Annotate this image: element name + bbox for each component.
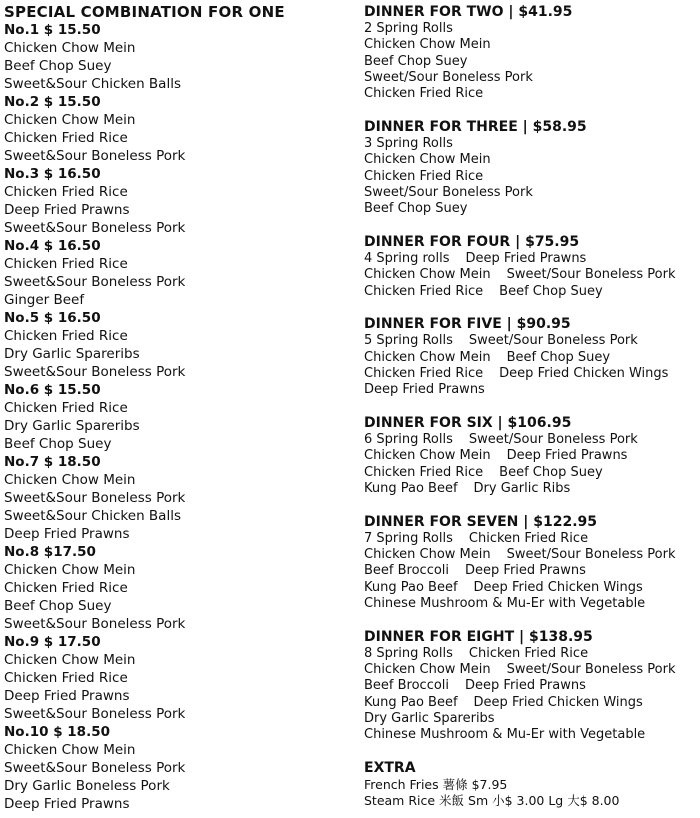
combo-block bbox=[4, 93, 349, 165]
combo-item: Deep Fried Prawns bbox=[4, 796, 130, 812]
combo-title: No.8 $17.50 bbox=[4, 544, 96, 560]
dinner-item: 3 Spring Rolls bbox=[364, 135, 453, 151]
dinner-item: Chicken Chow Mein bbox=[364, 37, 491, 53]
dinner-item: Chicken Fried Rice bbox=[364, 168, 484, 184]
dinner-line bbox=[364, 37, 698, 53]
dinner-title: DINNER FOR SEVEN | $122.95 bbox=[364, 513, 597, 530]
dinner-line bbox=[364, 366, 698, 382]
combo-block bbox=[4, 237, 349, 309]
dinner-line bbox=[364, 727, 698, 743]
dinner-item: Deep Fried Chicken Wings bbox=[499, 365, 669, 381]
dinner-item: Beef Broccoli bbox=[364, 678, 450, 694]
dinner-item: Deep Fried Prawns bbox=[465, 678, 586, 694]
dinner-item: Beef Broccoli bbox=[364, 563, 450, 579]
dinner-line bbox=[364, 86, 698, 102]
dinner-item: 7 Spring Rolls bbox=[364, 530, 453, 546]
dinner-block bbox=[364, 628, 698, 744]
combo-item: Chicken Fried Rice bbox=[4, 184, 128, 200]
extra-item: Steam Rice 米飯 Sm 小$ 3.00 Lg 大$ 8.00 bbox=[364, 793, 620, 809]
combo-title: No.4 $ 16.50 bbox=[4, 238, 101, 254]
dinner-item: Kung Pao Beef bbox=[364, 480, 458, 496]
dinner-item: Deep Fried Prawns bbox=[364, 382, 485, 398]
combo-block bbox=[4, 453, 349, 543]
combo-item: Dry Garlic Boneless Pork bbox=[4, 778, 170, 794]
extra-item: French Fries 薯條 $7.95 bbox=[364, 777, 508, 792]
combo-item: Sweet&Sour Boneless Pork bbox=[4, 616, 186, 632]
combo-item: Deep Fried Prawns bbox=[4, 688, 130, 704]
combo-item: Ginger Beef bbox=[4, 292, 85, 308]
combo-title: No.3 $ 16.50 bbox=[4, 166, 101, 182]
dinner-item: Beef Chop Suey bbox=[499, 464, 603, 480]
dinner-item: Sweet/Sour Boneless Pork bbox=[364, 69, 533, 85]
dinner-block bbox=[364, 233, 698, 300]
combo-block bbox=[4, 309, 349, 381]
dinner-line bbox=[364, 646, 698, 662]
combo-item: Chicken Chow Mein bbox=[4, 652, 136, 668]
combo-item: Beef Chop Suey bbox=[4, 58, 112, 74]
dinner-item: 4 Spring rolls bbox=[364, 250, 450, 266]
dinner-item: 8 Spring Rolls bbox=[364, 645, 453, 661]
combo-item: Chicken Chow Mein bbox=[4, 742, 136, 758]
combo-item: Sweet&Sour Boneless Pork bbox=[4, 706, 186, 722]
combo-item: Chicken Fried Rice bbox=[4, 580, 128, 596]
combo-item: Sweet&Sour Boneless Pork bbox=[4, 220, 186, 236]
dinner-title: DINNER FOR FIVE | $90.95 bbox=[364, 316, 571, 333]
dinner-line bbox=[364, 662, 698, 678]
dinner-item: Chicken Fried Rice bbox=[364, 365, 484, 381]
dinner-item: Sweet/Sour Boneless Pork bbox=[506, 547, 676, 563]
dinner-item: Chicken Fried Rice bbox=[468, 530, 589, 546]
combo-item: Dry Garlic Spareribs bbox=[4, 418, 140, 434]
dinner-item: Chicken Chow Mein bbox=[364, 349, 491, 365]
dinner-line bbox=[364, 596, 698, 612]
combo-block bbox=[4, 723, 349, 813]
combo-block bbox=[4, 165, 349, 237]
dinner-line bbox=[364, 54, 698, 70]
combo-title: No.6 $ 15.50 bbox=[4, 382, 101, 398]
dinner-line bbox=[364, 251, 698, 267]
combo-item: Sweet&Sour Boneless Pork bbox=[4, 274, 186, 290]
combo-item: Chicken Fried Rice bbox=[4, 256, 128, 272]
combo-item: Chicken Fried Rice bbox=[4, 130, 128, 146]
combo-block bbox=[4, 543, 349, 633]
combo-block bbox=[4, 381, 349, 453]
dinner-line bbox=[364, 350, 698, 366]
combo-title: No.2 $ 15.50 bbox=[4, 94, 101, 110]
dinner-line bbox=[364, 531, 698, 547]
dinner-list bbox=[364, 3, 698, 744]
combo-item: Sweet&Sour Boneless Pork bbox=[4, 148, 186, 164]
dinner-line bbox=[364, 185, 698, 201]
dinner-title: DINNER FOR EIGHT | $138.95 bbox=[364, 628, 593, 645]
combo-item: Chicken Chow Mein bbox=[4, 40, 136, 56]
dinner-line bbox=[364, 580, 698, 596]
dinner-item: Chicken Chow Mein bbox=[364, 152, 491, 168]
combo-item: Deep Fried Prawns bbox=[4, 202, 130, 218]
combo-item: Beef Chop Suey bbox=[4, 436, 112, 452]
dinner-line bbox=[364, 563, 698, 579]
combo-title: No.1 $ 15.50 bbox=[4, 22, 101, 38]
combo-block bbox=[4, 21, 349, 93]
dinner-item: Dry Garlic Spareribs bbox=[364, 710, 495, 726]
dinner-line bbox=[364, 152, 698, 168]
dinner-item: Chinese Mushroom & Mu-Er with Vegetable bbox=[364, 727, 646, 743]
dinner-line bbox=[364, 21, 698, 37]
dinner-item: Chicken Fried Rice bbox=[364, 464, 484, 480]
dinner-line bbox=[364, 382, 698, 398]
dinner-item: 2 Spring Rolls bbox=[364, 21, 453, 36]
combo-item: Chicken Chow Mein bbox=[4, 472, 136, 488]
combination-title: SPECIAL COMBINATION FOR ONE bbox=[4, 3, 285, 21]
dinner-item: Kung Pao Beef bbox=[364, 579, 458, 595]
dinner-line bbox=[364, 201, 698, 217]
extra-section bbox=[364, 759, 698, 810]
dinner-item: Deep Fried Prawns bbox=[465, 250, 587, 266]
dinner-item: Sweet/Sour Boneless Pork bbox=[364, 184, 533, 200]
dinner-line bbox=[364, 333, 698, 349]
dinner-line bbox=[364, 481, 698, 497]
dinner-line bbox=[364, 169, 698, 185]
dinner-item: Deep Fried Chicken Wings bbox=[473, 694, 643, 710]
dinner-item: Sweet/Sour Boneless Pork bbox=[506, 267, 676, 283]
combo-item: Sweet&Sour Chicken Balls bbox=[4, 508, 181, 524]
combo-title: No.10 $ 18.50 bbox=[4, 724, 110, 740]
dinner-title: DINNER FOR FOUR | $75.95 bbox=[364, 233, 580, 250]
dinner-item: Chinese Mushroom & Mu-Er with Vegetable bbox=[364, 595, 646, 611]
dinner-column bbox=[364, 3, 698, 810]
dinner-line bbox=[364, 711, 698, 727]
dinner-item: Chicken Chow Mein bbox=[364, 448, 491, 464]
dinner-title: DINNER FOR TWO | $41.95 bbox=[364, 4, 573, 20]
dinner-title: DINNER FOR THREE | $58.95 bbox=[364, 118, 587, 135]
dinner-line bbox=[364, 267, 698, 283]
dinner-item: Sweet/Sour Boneless Pork bbox=[468, 432, 638, 448]
dinner-block bbox=[364, 315, 698, 398]
dinner-item: Kung Pao Beef bbox=[364, 694, 458, 710]
combo-item: Chicken Fried Rice bbox=[4, 670, 128, 686]
combo-title: No.5 $ 16.50 bbox=[4, 310, 101, 326]
dinner-item: Chicken Fried Rice bbox=[468, 645, 589, 661]
dinner-line bbox=[364, 70, 698, 86]
dinner-item: Chicken Fried Rice bbox=[364, 86, 484, 102]
combo-item: Chicken Chow Mein bbox=[4, 562, 136, 578]
dinner-item: Dry Garlic Ribs bbox=[473, 480, 571, 496]
dinner-item: 6 Spring Rolls bbox=[364, 432, 453, 448]
combo-item: Dry Garlic Spareribs bbox=[4, 346, 140, 362]
dinner-block bbox=[364, 513, 698, 612]
dinner-line bbox=[364, 465, 698, 481]
combo-item: Beef Chop Suey bbox=[4, 598, 112, 614]
dinner-line bbox=[364, 547, 698, 563]
dinner-item: Chicken Fried Rice bbox=[364, 283, 484, 299]
extra-title: EXTRA bbox=[364, 760, 416, 776]
dinner-item: 5 Spring Rolls bbox=[364, 333, 453, 349]
combo-item: Chicken Fried Rice bbox=[4, 328, 128, 344]
dinner-line bbox=[364, 284, 698, 300]
dinner-item: Sweet/Sour Boneless Pork bbox=[468, 333, 638, 349]
dinner-item: Chicken Chow Mein bbox=[364, 267, 491, 283]
dinner-line bbox=[364, 136, 698, 152]
dinner-block bbox=[364, 3, 698, 102]
dinner-block bbox=[364, 118, 698, 217]
dinner-item: Chicken Chow Mein bbox=[364, 662, 491, 678]
combo-item: Deep Fried Prawns bbox=[4, 526, 130, 542]
combo-title: No.9 $ 17.50 bbox=[4, 634, 101, 650]
dinner-item: Chicken Chow Mein bbox=[364, 547, 491, 563]
dinner-item: Deep Fried Prawns bbox=[465, 563, 586, 579]
combination-list bbox=[4, 21, 349, 813]
dinner-item: Beef Chop Suey bbox=[499, 283, 603, 299]
dinner-line bbox=[364, 695, 698, 711]
dinner-item: Deep Fried Chicken Wings bbox=[473, 579, 643, 595]
dinner-line bbox=[364, 678, 698, 694]
dinner-item: Deep Fried Prawns bbox=[506, 448, 628, 464]
combo-item: Chicken Fried Rice bbox=[4, 400, 128, 416]
combination-column bbox=[4, 3, 349, 813]
dinner-line bbox=[364, 432, 698, 448]
combo-title: No.7 $ 18.50 bbox=[4, 454, 101, 470]
combo-item: Sweet&Sour Boneless Pork bbox=[4, 364, 186, 380]
combo-item: Sweet&Sour Boneless Pork bbox=[4, 490, 186, 506]
dinner-item: Beef Chop Suey bbox=[506, 349, 611, 365]
dinner-item: Beef Chop Suey bbox=[364, 201, 468, 217]
dinner-block bbox=[364, 414, 698, 497]
combo-item: Sweet&Sour Chicken Balls bbox=[4, 76, 181, 92]
dinner-title: DINNER FOR SIX | $106.95 bbox=[364, 415, 572, 432]
extra-lines bbox=[364, 777, 698, 810]
dinner-line bbox=[364, 448, 698, 464]
combo-item: Chicken Chow Mein bbox=[4, 112, 136, 128]
dinner-item: Sweet/Sour Boneless Pork bbox=[506, 662, 676, 678]
combo-item: Sweet&Sour Boneless Pork bbox=[4, 760, 186, 776]
combo-block bbox=[4, 633, 349, 723]
dinner-item: Beef Chop Suey bbox=[364, 53, 468, 69]
